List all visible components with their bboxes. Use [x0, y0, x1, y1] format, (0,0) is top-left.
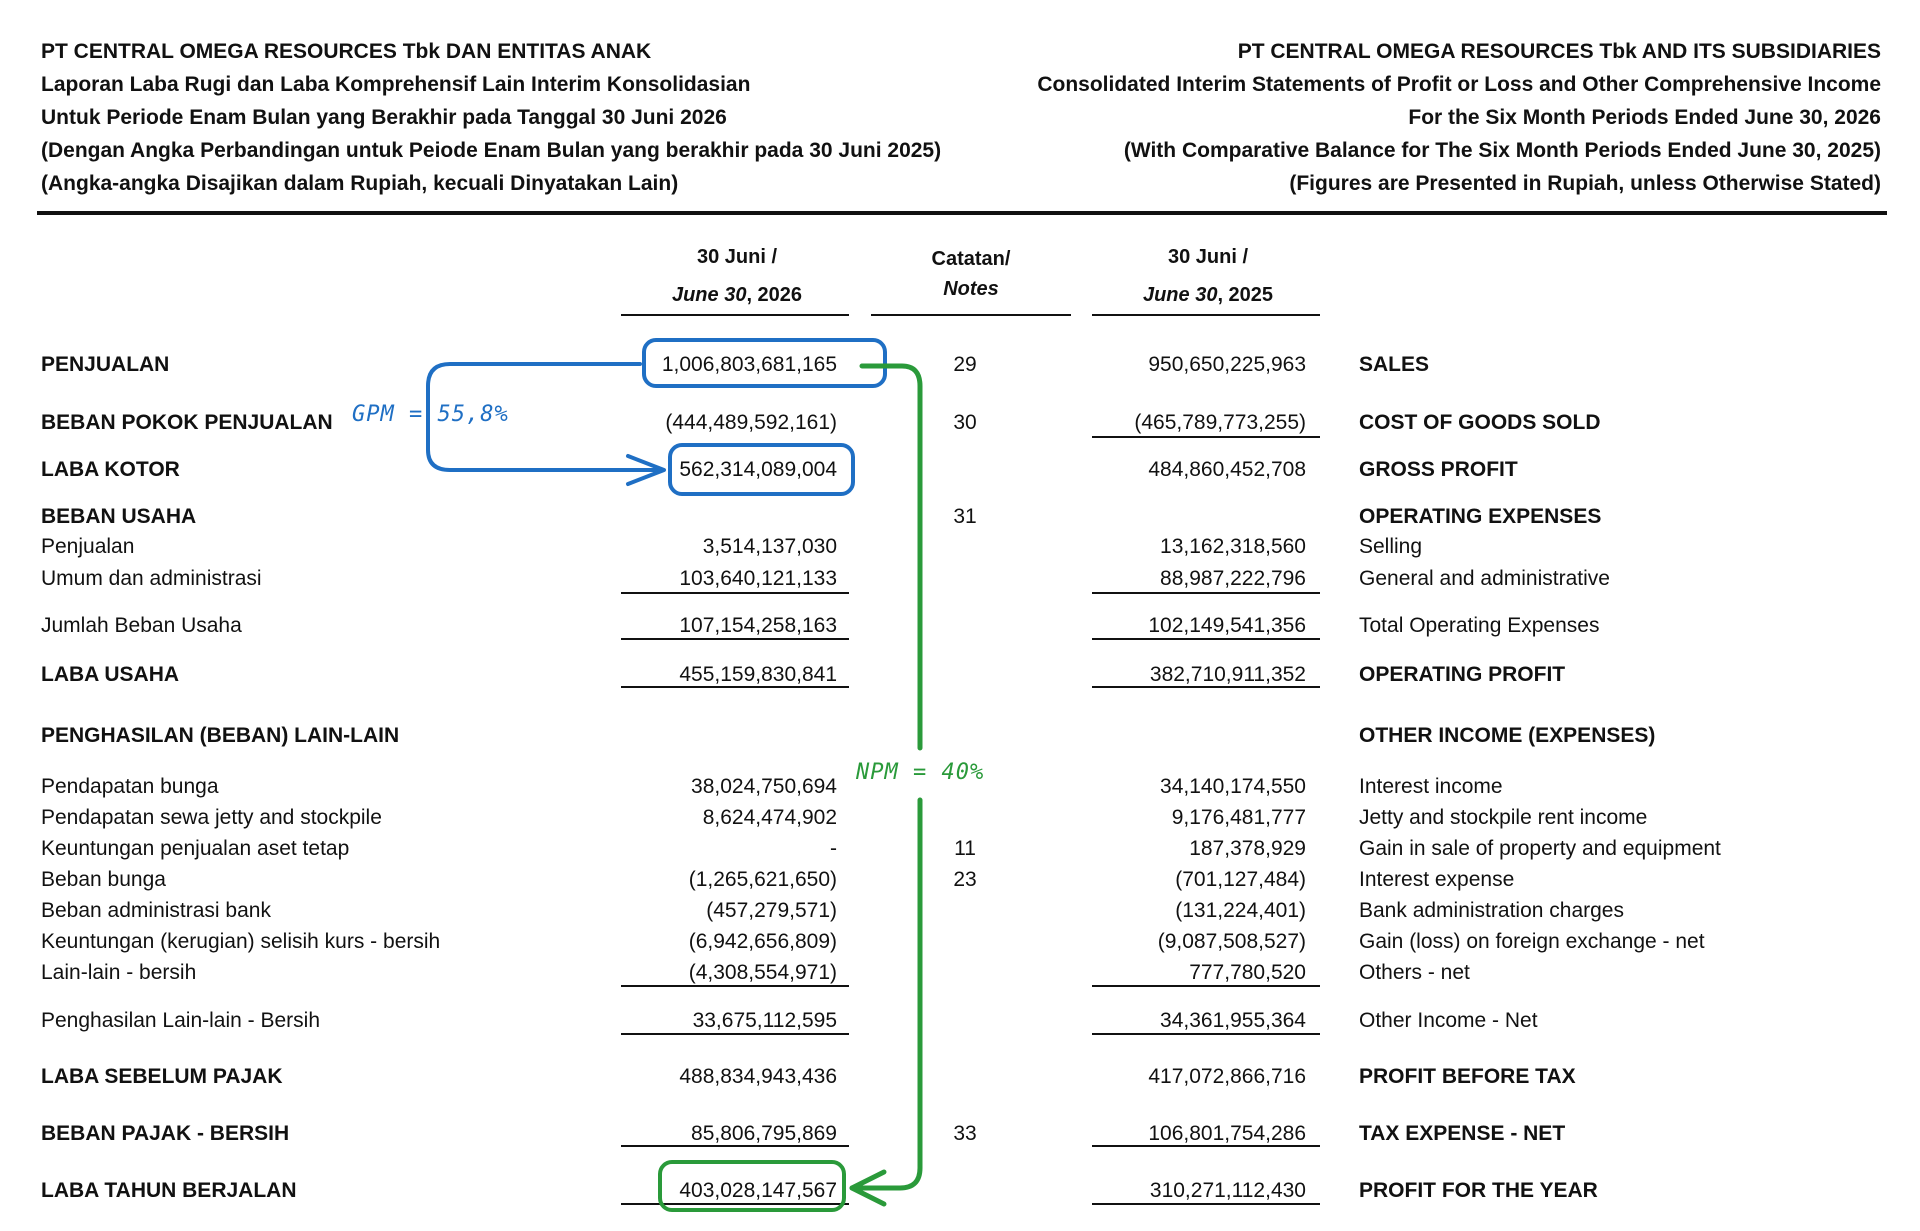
row-label-english: Others - net [1359, 961, 1470, 984]
row-value-2026: (444,489,592,161) [665, 411, 837, 434]
header-left-currency: (Angka-angka Disajikan dalam Rupiah, kecuali Dinyatakan Lain) [41, 172, 679, 195]
row-value-2026: - [830, 837, 837, 860]
row-label-english: Jetty and stockpile rent income [1359, 806, 1648, 829]
row-value-2026: 38,024,750,694 [691, 775, 837, 798]
row-note: 23 [953, 868, 977, 891]
row-label-english: Interest income [1359, 775, 1503, 798]
row-label: Keuntungan (kerugian) selisih kurs - bersih [41, 930, 441, 953]
col-notes-line1: Catatan/ [931, 248, 1011, 270]
row-value-2025: 484,860,452,708 [1148, 458, 1306, 481]
row-note: 11 [954, 837, 976, 860]
row-note: 33 [953, 1122, 977, 1145]
row-value-2026: (4,308,554,971) [688, 961, 837, 984]
row-label: BEBAN USAHA [41, 505, 197, 528]
row-note: 30 [953, 411, 977, 434]
sales-highlight-box [644, 340, 885, 386]
row-label-english: GROSS PROFIT [1359, 458, 1518, 481]
row-label: BEBAN PAJAK - BERSIH [41, 1122, 290, 1145]
row-value-2025: 777,780,520 [1189, 961, 1306, 984]
row-value-2026: 403,028,147,567 [679, 1179, 837, 1202]
row-label-english: PROFIT BEFORE TAX [1359, 1065, 1576, 1088]
row-label-english: PROFIT FOR THE YEAR [1359, 1179, 1598, 1202]
row-value-2026: 3,514,137,030 [702, 535, 837, 558]
row-value-2025: 13,162,318,560 [1160, 535, 1306, 558]
row-value-2025: 950,650,225,963 [1148, 353, 1306, 376]
row-note: 31 [953, 505, 977, 528]
col-notes-line2: Notes [943, 278, 999, 300]
net-profit-highlight-box [660, 1162, 844, 1210]
npm-arrow-line-top [862, 366, 920, 748]
row-label-english: TAX EXPENSE - NET [1359, 1122, 1566, 1145]
row-value-2025: 310,271,112,430 [1149, 1179, 1306, 1202]
row-label-english: Selling [1359, 535, 1423, 558]
row-value-2026: 103,640,121,133 [679, 567, 837, 590]
row-label: Pendapatan sewa jetty and stockpile [41, 806, 382, 829]
row-label-english: Other Income - Net [1359, 1009, 1538, 1032]
gross-profit-highlight-box [670, 445, 853, 494]
row-label-english: SALES [1359, 353, 1430, 376]
col-prior-year: , 2025 [1217, 284, 1274, 306]
row-value-2026: 107,154,258,163 [679, 614, 837, 637]
header-right-company: PT CENTRAL OMEGA RESOURCES Tbk AND ITS SUBSIDIARIES [1237, 40, 1881, 63]
row-note: 29 [953, 353, 977, 376]
row-value-2026: (6,942,656,809) [688, 930, 837, 953]
row-label: PENJUALAN [41, 353, 170, 376]
row-label: Penjualan [41, 535, 135, 558]
row-value-2026: 455,159,830,841 [679, 663, 837, 686]
row-label: Pendapatan bunga [41, 775, 219, 798]
row-value-2026: 488,834,943,436 [679, 1065, 837, 1088]
row-value-2026: 8,624,474,902 [702, 806, 837, 829]
header-left-comparative: (Dengan Angka Perbandingan untuk Peiode Enam Bulan yang berakhir pada 30 Juni 2025) [41, 139, 942, 162]
row-label-english: OPERATING EXPENSES [1359, 505, 1602, 528]
row-value-2026: 33,675,112,595 [692, 1009, 837, 1032]
row-label: LABA SEBELUM PAJAK [41, 1065, 283, 1088]
row-label: PENGHASILAN (BEBAN) LAIN-LAIN [41, 724, 400, 747]
row-label-english: General and administrative [1359, 567, 1610, 590]
header-right-title: Consolidated Interim Statements of Profit or Loss and Other Comprehensive Income [1037, 73, 1881, 96]
col-current-year: , 2026 [746, 284, 803, 306]
row-label-english: OTHER INCOME (EXPENSES) [1359, 724, 1656, 747]
row-value-2025: (131,224,401) [1175, 899, 1306, 922]
header-left-period: Untuk Periode Enam Bulan yang Berakhir pada Tanggal 30 Juni 2026 [41, 106, 727, 129]
row-label: Umum dan administrasi [41, 567, 262, 590]
npm-arrow-line-bottom [852, 800, 920, 1188]
row-label-english: Interest expense [1359, 868, 1515, 891]
row-label: Lain-lain - bersih [41, 961, 197, 984]
col-prior-date: June 30 [1142, 284, 1218, 306]
row-value-2026: (1,265,621,650) [688, 868, 837, 891]
row-value-2025: 382,710,911,352 [1149, 663, 1306, 686]
row-label-english: Gain (loss) on foreign exchange - net [1359, 930, 1705, 953]
row-value-2025: (701,127,484) [1175, 868, 1306, 891]
row-value-2025: 34,140,174,550 [1160, 775, 1306, 798]
row-label: LABA KOTOR [41, 458, 180, 481]
col-current-line1: 30 Juni / [696, 246, 778, 268]
row-value-2025: 102,149,541,356 [1148, 614, 1306, 637]
npm-annotation-text: NPM = 40% [856, 760, 985, 785]
row-value-2025: (465,789,773,255) [1134, 411, 1306, 434]
row-value-2026: 1,006,803,681,165 [661, 353, 837, 376]
row-label-english: COST OF GOODS SOLD [1359, 411, 1601, 434]
header-right-comparative: (With Comparative Balance for The Six Month Periods Ended June 30, 2025) [1123, 139, 1881, 162]
row-value-2025: 88,987,222,796 [1160, 567, 1306, 590]
gpm-annotation-text: GPM = 55,8% [352, 402, 509, 427]
row-label: Beban administrasi bank [41, 899, 271, 922]
col-current-date: June 30 [671, 284, 747, 306]
col-prior-line1: 30 Juni / [1167, 246, 1249, 268]
row-value-2026: 562,314,089,004 [679, 458, 837, 481]
header-right-period: For the Six Month Periods Ended June 30, 2026 [1408, 106, 1881, 129]
row-label: LABA TAHUN BERJALAN [41, 1179, 297, 1202]
row-label: Keuntungan penjualan aset tetap [41, 837, 350, 860]
row-value-2026: 85,806,795,869 [691, 1122, 837, 1145]
row-label-english: OPERATING PROFIT [1359, 663, 1566, 686]
header-right-currency: (Figures are Presented in Rupiah, unless Otherwise Stated) [1289, 172, 1881, 195]
header-left-company: PT CENTRAL OMEGA RESOURCES Tbk DAN ENTITAS ANAK [41, 40, 652, 63]
row-value-2025: 9,176,481,777 [1171, 806, 1306, 829]
row-label: LABA USAHA [41, 663, 180, 686]
row-value-2025: 34,361,955,364 [1160, 1009, 1306, 1032]
row-label: BEBAN POKOK PENJUALAN [41, 411, 333, 434]
row-value-2025: 417,072,866,716 [1148, 1065, 1306, 1088]
header-left-title: Laporan Laba Rugi dan Laba Komprehensif Lain Interim Konsolidasian [41, 73, 751, 96]
row-value-2025: 106,801,754,286 [1148, 1122, 1306, 1145]
row-label: Penghasilan Lain-lain - Bersih [41, 1009, 320, 1032]
row-value-2025: (9,087,508,527) [1157, 930, 1306, 953]
row-value-2026: (457,279,571) [706, 899, 837, 922]
row-label: Jumlah Beban Usaha [41, 614, 242, 637]
row-label-english: Bank administration charges [1359, 899, 1624, 922]
row-label-english: Total Operating Expenses [1359, 614, 1600, 637]
row-value-2025: 187,378,929 [1189, 837, 1306, 860]
row-label-english: Gain in sale of property and equipment [1359, 837, 1721, 860]
row-label: Beban bunga [41, 868, 166, 891]
